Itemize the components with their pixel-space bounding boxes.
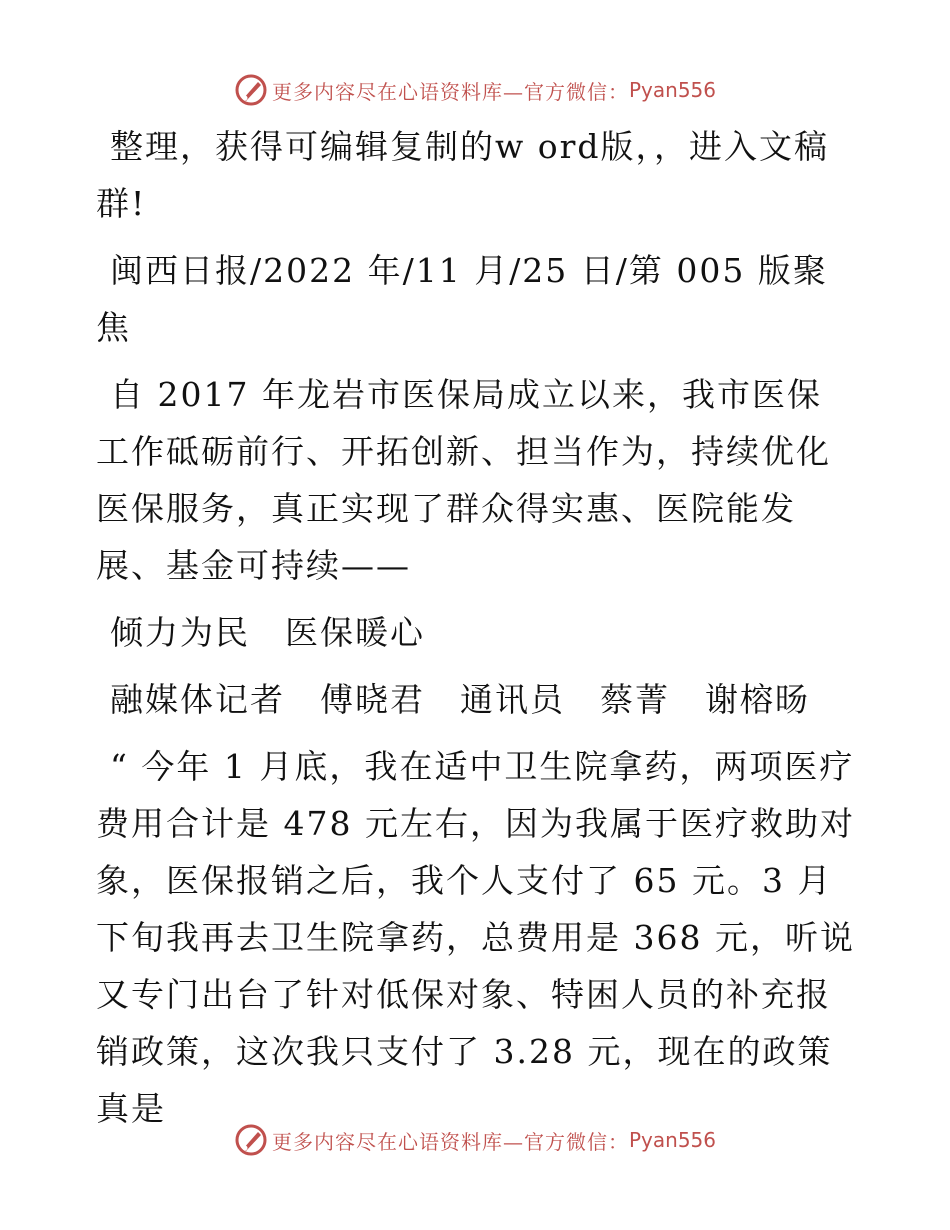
banner-wechat-id: Pyan556 (628, 78, 716, 102)
header-banner (0, 70, 950, 110)
banner-text: 更多内容尽在心语资料库—官方微信： (271, 1129, 629, 1154)
footer-banner (0, 1120, 950, 1160)
document-body (96, 118, 856, 1147)
article-title: 倾力为民 医保暖心 (110, 613, 425, 652)
banner-wechat-id: Pyan556 (628, 1128, 716, 1152)
source-line: 闽西日报/2022 年/11 月/25 日/第 005 版聚焦 (96, 251, 828, 347)
pen-logo-icon (234, 73, 268, 107)
pen-logo-icon (234, 1123, 268, 1157)
intro-paragraph: 整理，获得可编辑复制的w ord版，，进入文稿群! (96, 127, 830, 223)
body-paragraph: “ 今年 1 月底，我在适中卫生院拿药，两项医疗费用合计是 478 元左右，因为我属于医疗救助对象，医保报销之后，我个人支付了 65 元。3 月下旬我再去卫生院拿药，总费用是 368 元，听说又专门出台了针对低保对象、特困人员的补充报销政策，这次我只支付了 3.28 元，现在的政策真是 (96, 747, 855, 1128)
lead-paragraph: 自 2017 年龙岩市医保局成立以来，我市医保工作砥砺前行、开拓创新、担当作为，持续优化医保服务，真正实现了群众得实惠、医院能发展、基金可持续—— (96, 375, 831, 585)
byline: 融媒体记者 傅晓君 通讯员 蔡菁 谢榕旸 (110, 680, 810, 719)
banner-text: 更多内容尽在心语资料库—官方微信： (271, 79, 629, 104)
